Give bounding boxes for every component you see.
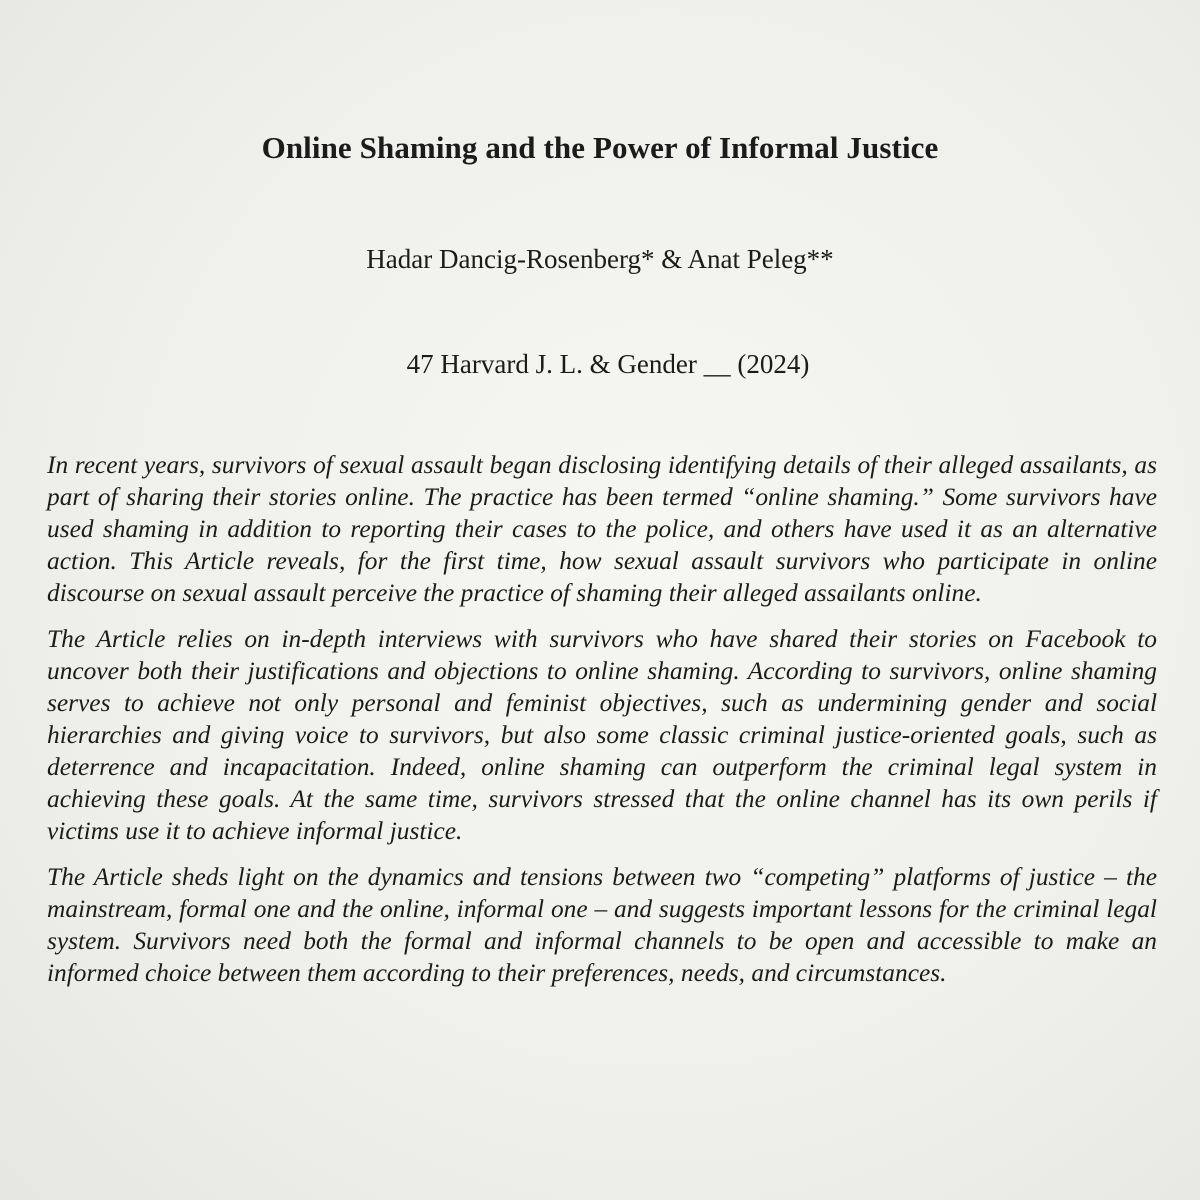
journal-citation: 47 Harvard J. L. & Gender __ (2024) [406,349,810,379]
article-title: Online Shaming and the Power of Informal Justice [261,130,939,165]
abstract-paragraph: The Article sheds light on the dynamics and tensions between two “competing” platforms of justice – the mainstream, formal one and the online, informal one – and suggests important lessons for the criminal legal system. Survivors need both the formal and informal channels to be open and accessible to make an informed choice between them according to their preferences, needs, and circumstances. [47,863,1157,987]
abstract-paragraph: In recent years, survivors of sexual assault began disclosing identifying details of their alleged assailants, as part of sharing their stories online. The practice has been termed “online shaming.” Some survivors have used shaming in addition to reporting their cases to the police, and others have used it as an alternative action. This Article reveals, for the first time, how sexual assault survivors who participate in online discourse on sexual assault perceive the practice of shaming their alleged assailants online. [47,451,1157,607]
abstract-paragraph: The Article relies on in-depth interviews with survivors who have shared their stories on Facebook to uncover both their justifications and objections to online shaming. According to survivors, online shaming serves to achieve not only personal and feminist objectives, such as undermining gender and social hierarchies and giving voice to survivors, but also some classic criminal justice-oriented goals, such as deterrence and incapacitation. Indeed, online shaming can outperform the criminal legal system in achieving these goals. At the same time, survivors stressed that the online channel has its own perils if victims use it to achieve informal justice. [47,625,1157,845]
author-line: Hadar Dancig-Rosenberg* & Anat Peleg** [366,244,834,274]
abstract [47,449,1157,1003]
